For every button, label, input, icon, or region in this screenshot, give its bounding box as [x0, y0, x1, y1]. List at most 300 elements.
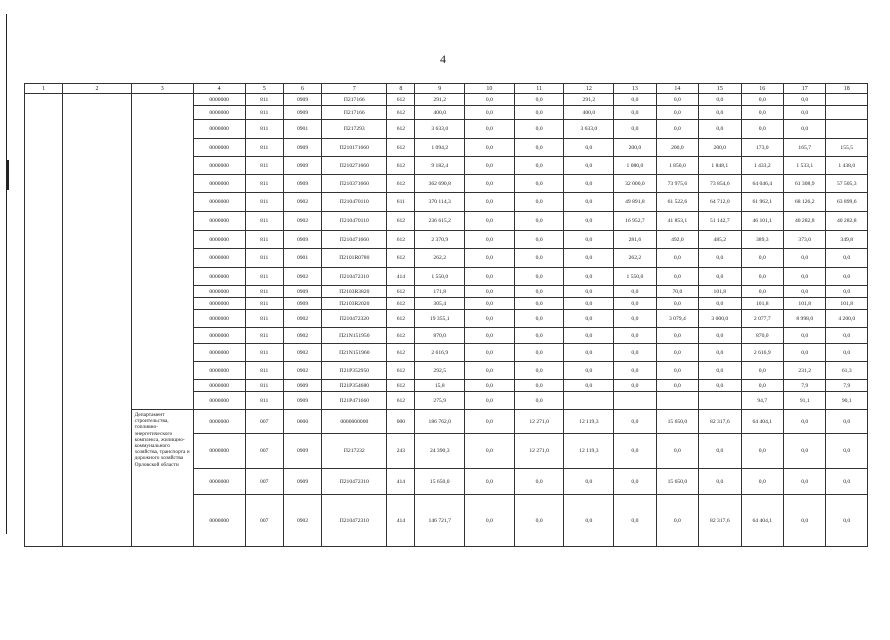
table-cell: 73 975,6	[656, 175, 698, 193]
table-cell: 0909	[283, 392, 321, 410]
table-cell: 612	[387, 106, 415, 120]
table-cell: 0,0	[514, 139, 564, 157]
table-cell: 0,0	[564, 469, 614, 495]
table-cell: 612	[387, 286, 415, 298]
table-cell: 0909	[283, 380, 321, 392]
table-cell: П21P471660	[322, 392, 387, 410]
table-cell: 0,0	[656, 249, 698, 268]
table-cell: 8 998,0	[784, 310, 826, 328]
table-cell: 19 355,1	[415, 310, 465, 328]
table-cell: 0,0	[465, 434, 515, 469]
table-cell: 0,0	[699, 106, 741, 120]
table-cell: 0902	[283, 495, 321, 547]
table-cell: 0000000	[193, 175, 245, 193]
table-cell: 0,0	[564, 344, 614, 362]
table-cell: 0,0	[741, 106, 783, 120]
table-cell: 186 762,0	[415, 410, 465, 434]
table-cell: 0,0	[465, 249, 515, 268]
table-cell	[826, 120, 868, 139]
table-cell: 0902	[283, 328, 321, 344]
table-cell: 870,0	[741, 328, 783, 344]
table-cell: 0,0	[699, 94, 741, 106]
table-cell: 12 271,0	[514, 434, 564, 469]
empty-merged-cell	[131, 94, 193, 410]
table-cell: 611	[387, 193, 415, 212]
table-cell: 0,0	[514, 328, 564, 344]
table-cell: П2101R0780	[322, 249, 387, 268]
table-cell: 0,0	[741, 286, 783, 298]
table-cell: 0,0	[564, 175, 614, 193]
table-cell: 0,0	[564, 231, 614, 249]
table-cell: 91,1	[784, 392, 826, 410]
table-cell: 0000000	[193, 106, 245, 120]
table-cell: 3 633,0	[564, 120, 614, 139]
table-cell: 612	[387, 120, 415, 139]
header-cell: 5	[245, 84, 283, 94]
table-cell: П210472310	[322, 268, 387, 286]
table-cell: 0,0	[465, 157, 515, 175]
table-cell: 0909	[283, 231, 321, 249]
table-cell: 0,0	[784, 249, 826, 268]
table-cell: 292,5	[415, 362, 465, 380]
table-cell: П210371660	[322, 175, 387, 193]
table-cell: 0,0	[741, 469, 783, 495]
table-cell: 0,0	[465, 380, 515, 392]
table-cell: 414	[387, 268, 415, 286]
budget-table	[24, 83, 868, 547]
table-cell: 1 433,2	[741, 157, 783, 175]
table-cell: 0,0	[784, 469, 826, 495]
table-cell: 0,0	[465, 193, 515, 212]
table-cell: 0,0	[656, 328, 698, 344]
header-cell: 2	[63, 84, 131, 94]
table-cell: 0909	[283, 94, 321, 106]
table-cell: 0000000000	[322, 410, 387, 434]
table-cell: 61,3	[826, 362, 868, 380]
table-cell: 0,0	[614, 362, 656, 380]
table-cell: 291,2	[564, 94, 614, 106]
table-cell: 0,0	[784, 120, 826, 139]
table-cell: 0,0	[614, 106, 656, 120]
table-cell: 0,0	[699, 120, 741, 139]
table-cell: 1 550,0	[415, 268, 465, 286]
table-cell: 0,0	[514, 120, 564, 139]
table-cell: 0,0	[614, 120, 656, 139]
table-cell: 101,8	[741, 298, 783, 310]
table-cell: 0,0	[564, 157, 614, 175]
table-cell: 870,0	[415, 328, 465, 344]
table-cell: 811	[245, 298, 283, 310]
table-cell: 15 650,0	[656, 410, 698, 434]
table-cell: 0,0	[564, 249, 614, 268]
table-cell: 64 404,1	[741, 410, 783, 434]
table-cell: 305,4	[415, 298, 465, 310]
table-cell: 0,0	[465, 286, 515, 298]
table-cell: 0,0	[826, 434, 868, 469]
table-cell	[826, 94, 868, 106]
table-cell: 0,0	[656, 344, 698, 362]
table-cell: 0,0	[514, 469, 564, 495]
table-body	[25, 94, 868, 547]
table-cell: 0,0	[699, 434, 741, 469]
table-cell: 811	[245, 328, 283, 344]
table-cell: 243	[387, 434, 415, 469]
table-cell: 0,0	[514, 495, 564, 547]
table-cell: 101,8	[826, 298, 868, 310]
table-cell: 0,0	[826, 495, 868, 547]
table-cell: 0000	[283, 410, 321, 434]
table-cell: 0,0	[614, 298, 656, 310]
table-cell: 0,0	[514, 298, 564, 310]
table-cell: 7,9	[784, 380, 826, 392]
table-cell: П217166	[322, 94, 387, 106]
header-cell: 10	[465, 84, 515, 94]
table-cell: П21P354680	[322, 380, 387, 392]
table-cell: 0,0	[699, 362, 741, 380]
table-cell: 0,0	[465, 362, 515, 380]
table-cell: 101,8	[784, 298, 826, 310]
table-cell	[699, 392, 741, 410]
table-cell: 007	[245, 469, 283, 495]
table-cell: 0,0	[514, 268, 564, 286]
table-cell: 0,0	[699, 380, 741, 392]
table-cell: 236 615,2	[415, 212, 465, 231]
table-cell: 0,0	[514, 249, 564, 268]
table-cell: 0,0	[614, 286, 656, 298]
header-cell: 7	[322, 84, 387, 94]
table-cell: 0,0	[741, 434, 783, 469]
table-cell: 24 390,3	[415, 434, 465, 469]
table-cell: 811	[245, 268, 283, 286]
table-cell: 0,0	[741, 249, 783, 268]
table-cell: 0901	[283, 120, 321, 139]
table-cell: 0000000	[193, 410, 245, 434]
table-cell: 40 282,8	[784, 212, 826, 231]
table-cell: П210171660	[322, 139, 387, 157]
table-cell: 612	[387, 139, 415, 157]
table-cell: 0000000	[193, 434, 245, 469]
table-cell: 1 850,0	[656, 157, 698, 175]
table-cell: 3 000,0	[699, 310, 741, 328]
table-cell: 414	[387, 495, 415, 547]
table-cell: 0,0	[784, 495, 826, 547]
table-cell: 0901	[283, 249, 321, 268]
table-cell: 0,0	[465, 139, 515, 157]
table-cell: 0000000	[193, 362, 245, 380]
table-cell: 612	[387, 94, 415, 106]
table-cell: 90,1	[826, 392, 868, 410]
table-cell: 0,0	[465, 231, 515, 249]
table-cell: 61 522,6	[656, 193, 698, 212]
table-cell: 200,0	[656, 139, 698, 157]
table-cell: 12 119,3	[564, 434, 614, 469]
table-cell: 0,0	[699, 268, 741, 286]
page-number: 4	[440, 52, 446, 66]
header-cell: 11	[514, 84, 564, 94]
table-cell: 373,0	[784, 231, 826, 249]
table-cell: 400,0	[415, 106, 465, 120]
table-cell: 231,2	[784, 362, 826, 380]
table-cell: 173,0	[741, 139, 783, 157]
left-margin-tick	[6, 160, 9, 190]
table-cell: 0,0	[465, 328, 515, 344]
table-cell: 0,0	[656, 362, 698, 380]
table-cell: 811	[245, 344, 283, 362]
table-cell: 155,5	[826, 139, 868, 157]
table-cell: 811	[245, 120, 283, 139]
header-cell: 8	[387, 84, 415, 94]
table-cell: 811	[245, 362, 283, 380]
table-cell: 0,0	[741, 362, 783, 380]
table-cell: 0,0	[465, 495, 515, 547]
header-cell: 12	[564, 84, 614, 94]
table-cell: 007	[245, 410, 283, 434]
table-cell: П2103R3820	[322, 286, 387, 298]
table-cell: 0,0	[465, 410, 515, 434]
table-cell: 0,0	[656, 94, 698, 106]
table-cell: П210271660	[322, 157, 387, 175]
table-cell	[614, 392, 656, 410]
table-cell: 811	[245, 231, 283, 249]
table-cell: 0,0	[614, 380, 656, 392]
table-cell: 1 533,1	[784, 157, 826, 175]
table-cell: 0,0	[741, 380, 783, 392]
table-cell: 811	[245, 249, 283, 268]
table-cell: 0,0	[784, 344, 826, 362]
table-cell: 15 650,0	[415, 469, 465, 495]
table-cell: 0,0	[564, 193, 614, 212]
table-cell: 0,0	[514, 212, 564, 231]
table-cell: 811	[245, 286, 283, 298]
table-cell: 612	[387, 249, 415, 268]
table-cell: 0,0	[465, 268, 515, 286]
table-cell: 400,0	[564, 106, 614, 120]
table-cell: 200,0	[699, 139, 741, 157]
table-cell: 0,0	[614, 469, 656, 495]
table-cell: 146 721,7	[415, 495, 465, 547]
table-cell: 0,0	[826, 328, 868, 344]
table-cell: 0,0	[564, 495, 614, 547]
table-cell: 12 119,3	[564, 410, 614, 434]
table-cell: 0000000	[193, 231, 245, 249]
table-cell: 811	[245, 106, 283, 120]
table-cell: 0909	[283, 106, 321, 120]
table-cell: 0,0	[784, 410, 826, 434]
table-cell: 414	[387, 469, 415, 495]
table-cell: 1 550,0	[614, 268, 656, 286]
table-cell: П217166	[322, 106, 387, 120]
table-cell: 0,0	[699, 344, 741, 362]
table-cell: 275,9	[415, 392, 465, 410]
empty-merged-cell	[63, 94, 131, 547]
table-cell: 61 308,9	[784, 175, 826, 193]
table-cell: 0,0	[564, 268, 614, 286]
header-cell: 6	[283, 84, 321, 94]
table-cell: 165,7	[784, 139, 826, 157]
table-cell: 0,0	[826, 268, 868, 286]
table-cell: 811	[245, 139, 283, 157]
table-cell: 1 094,2	[415, 139, 465, 157]
table-cell: 0000000	[193, 328, 245, 344]
table-cell: 0,0	[465, 175, 515, 193]
table-cell: 0000000	[193, 139, 245, 157]
table-cell: 82 317,6	[699, 410, 741, 434]
table-cell: 1 080,0	[614, 157, 656, 175]
table-cell: 0000000	[193, 344, 245, 362]
table-cell: 0909	[283, 139, 321, 157]
table-cell: 0909	[283, 298, 321, 310]
table-cell: 46 101,1	[741, 212, 783, 231]
header-cell: 17	[784, 84, 826, 94]
table-cell: 0,0	[465, 392, 515, 410]
table-cell: 0,0	[699, 469, 741, 495]
table-cell: 0,0	[656, 120, 698, 139]
table-cell: 0,0	[465, 212, 515, 231]
table-cell: 612	[387, 380, 415, 392]
table-cell: 0,0	[514, 193, 564, 212]
table-cell: 485,2	[699, 231, 741, 249]
header-cell: 16	[741, 84, 783, 94]
table-cell: 370 114,3	[415, 193, 465, 212]
header-cell: 9	[415, 84, 465, 94]
empty-merged-cell	[25, 94, 63, 547]
table-cell: 0,0	[826, 344, 868, 362]
table-cell: 61 962,1	[741, 193, 783, 212]
table-cell: 2 077,7	[741, 310, 783, 328]
table-cell: 0,0	[741, 94, 783, 106]
table-cell: 0909	[283, 434, 321, 469]
table-cell: 811	[245, 94, 283, 106]
table-cell: 0,0	[656, 380, 698, 392]
table-cell: 0000000	[193, 268, 245, 286]
table-cell: 0,0	[741, 268, 783, 286]
table-cell: П210472320	[322, 310, 387, 328]
table-cell: 70,0	[656, 286, 698, 298]
table-cell: 0,0	[784, 434, 826, 469]
table-cell: 007	[245, 495, 283, 547]
table-cell	[826, 106, 868, 120]
table-cell: 0,0	[514, 380, 564, 392]
table-cell	[656, 392, 698, 410]
table-row	[25, 410, 868, 434]
table-cell: 0000000	[193, 380, 245, 392]
table-cell: 0000000	[193, 495, 245, 547]
table-cell: 0,0	[564, 328, 614, 344]
table-cell: 0,0	[784, 286, 826, 298]
table-cell: 73 854,6	[699, 175, 741, 193]
table-cell: 0,0	[614, 94, 656, 106]
table-cell: 811	[245, 212, 283, 231]
department-label: Департамент строительства, топливно-энергетического комплекса, жилищно-коммунального хозяйства, транспорта и дорожного хозяйства Орловской области	[131, 410, 193, 547]
table-cell: 64 712,0	[699, 193, 741, 212]
table-cell: 0000000	[193, 249, 245, 268]
table-cell: 0902	[283, 310, 321, 328]
header-cell: 18	[826, 84, 868, 94]
table-cell: 0902	[283, 362, 321, 380]
header-cell: 3	[131, 84, 193, 94]
table-cell: 0,0	[656, 298, 698, 310]
table-cell: 0,0	[784, 106, 826, 120]
table-cell: 0,0	[564, 298, 614, 310]
table-cell: 0,0	[699, 298, 741, 310]
table-cell: 0,0	[514, 175, 564, 193]
table-cell: 0000000	[193, 193, 245, 212]
table-cell: 362 690,8	[415, 175, 465, 193]
table-cell: 0,0	[784, 94, 826, 106]
table-cell: 0,0	[826, 469, 868, 495]
table-cell: 612	[387, 231, 415, 249]
table-cell: 1 438,0	[826, 157, 868, 175]
table-cell: 57 505,3	[826, 175, 868, 193]
table-cell: 0909	[283, 469, 321, 495]
table-cell: 0909	[283, 175, 321, 193]
table-cell: 0,0	[465, 298, 515, 310]
table-cell: 612	[387, 298, 415, 310]
table-cell: 171,8	[415, 286, 465, 298]
table-cell: 16 952,7	[614, 212, 656, 231]
table-cell: 612	[387, 392, 415, 410]
table-cell: 49 891,8	[614, 193, 656, 212]
table-cell: П217232	[322, 434, 387, 469]
table-cell: 262,2	[415, 249, 465, 268]
table-cell: 2 616,9	[415, 344, 465, 362]
table-cell: 0,0	[784, 328, 826, 344]
table-cell	[564, 392, 614, 410]
table-cell: 0,0	[514, 231, 564, 249]
table-cell: 68 126,2	[784, 193, 826, 212]
table-cell: 0,0	[465, 469, 515, 495]
table-cell: 82 317,6	[699, 495, 741, 547]
table-cell: 0,0	[514, 392, 564, 410]
table-cell: П21N151950	[322, 328, 387, 344]
table-cell: 811	[245, 310, 283, 328]
table-row	[25, 94, 868, 106]
table-cell: 811	[245, 193, 283, 212]
table-cell: 94,7	[741, 392, 783, 410]
table-cell: 0,0	[656, 106, 698, 120]
table-cell: 0,0	[564, 310, 614, 328]
table-cell: 0000000	[193, 392, 245, 410]
table-cell: 0909	[283, 157, 321, 175]
table-cell: 0,0	[514, 94, 564, 106]
table-cell: 0,0	[465, 120, 515, 139]
table-cell: 0,0	[564, 380, 614, 392]
table-cell: 0,0	[614, 495, 656, 547]
table-cell: 3 079,4	[656, 310, 698, 328]
table-cell: 612	[387, 157, 415, 175]
table-cell: 007	[245, 434, 283, 469]
table-cell: 0,0	[514, 362, 564, 380]
table-cell: 2 616,9	[741, 344, 783, 362]
table-cell: 0,0	[826, 286, 868, 298]
table-cell: 0,0	[656, 268, 698, 286]
table-cell: 0000000	[193, 157, 245, 175]
table-cell: 0902	[283, 212, 321, 231]
table-cell: 492,0	[656, 231, 698, 249]
table-cell: 40 282,8	[826, 212, 868, 231]
table-cell: 612	[387, 362, 415, 380]
table-cell: 0,0	[514, 106, 564, 120]
table-cell: 0000000	[193, 286, 245, 298]
header-cell: 14	[656, 84, 698, 94]
header-cell: 15	[699, 84, 741, 94]
table-cell: П210472310	[322, 495, 387, 547]
table-cell: 0,0	[564, 362, 614, 380]
table-cell: 0,0	[784, 268, 826, 286]
table-cell: 811	[245, 157, 283, 175]
table-cell: 0,0	[465, 106, 515, 120]
table-cell: 64 046,4	[741, 175, 783, 193]
